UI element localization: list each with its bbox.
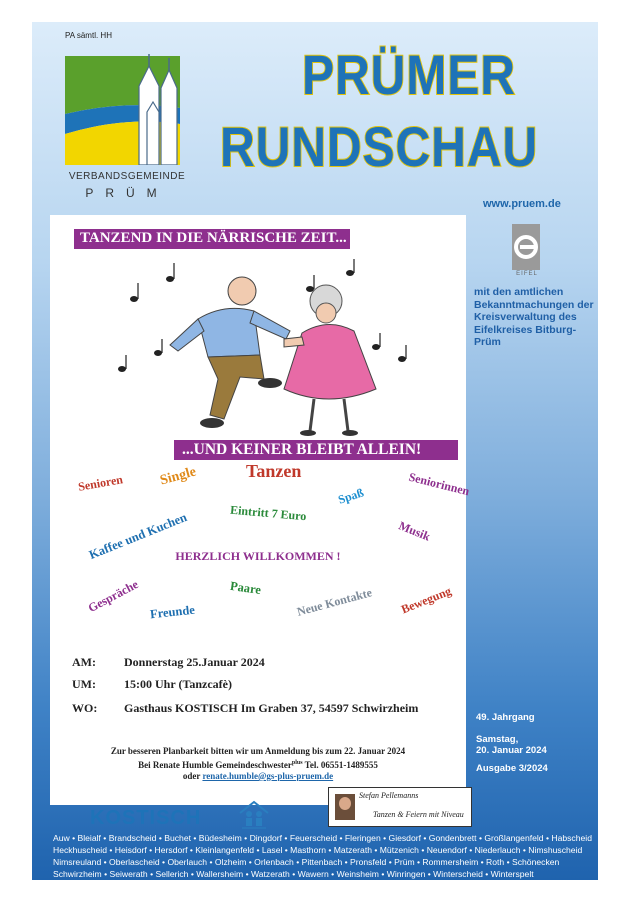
eifel-label: EIFEL [516,271,538,277]
word-kaffee: Kaffee und Kuchen [86,510,189,563]
word-seniorinnen: Seniorinnen [407,469,471,499]
logo-line-2: PRÜM [85,186,169,200]
issue-date-value: 20. Januar 2024 [476,745,547,756]
word-eintritt: Eintritt 7 Euro [229,502,307,524]
registration-line-1: Zur besseren Planbarkeit bitten wir um Anmeldung bis zum 22. Januar 2024 [110,746,406,756]
word-gespraeche: Gespräche [85,577,141,616]
masthead-title-line-2: RUNDSCHAU [220,115,539,178]
registration-or: oder [182,771,203,781]
issue-date [476,734,547,756]
verbandsgemeinde-logo [65,42,180,165]
banner-top: TANZEND IN DIE NÄRRISCHE ZEIT... [74,229,350,249]
official-notice: mit den amtlichen Bekanntmachungen der Kreisverwaltung des Eifelkreises Bitburg-Prüm [474,286,594,348]
detail-time-label: UM: [72,677,96,691]
word-bewegung: Bewegung [399,583,454,617]
detail-time-value: 15:00 Uhr (Tanzcafè) [124,677,232,691]
registration-sup: plus [291,759,303,766]
detail-date-label: AM: [72,655,96,669]
registration-line-3 [50,771,466,783]
detail-date [72,655,265,670]
sponsor-photo [335,794,355,820]
word-freunde: Freunde [149,602,196,622]
sponsor-tagline: Tanzen & Feiern mit Niveau [373,810,464,819]
detail-location-label: WO: [72,701,98,715]
word-paare: Paare [229,578,262,598]
event-flyer [50,215,471,829]
masthead-title-line-1: PRÜMER [302,43,516,106]
dancing-couple-illustration [114,259,414,439]
word-spass: Spaß [336,485,366,507]
detail-location-value: Gasthaus KOSTISCH Im Graben 37, 54597 Schwirzheim [124,701,419,715]
issue-date-weekday: Samstag, [476,734,519,745]
issue-number: Ausgabe 3/2024 [476,763,548,774]
sponsor-name: Stefan Pellemanns [359,791,419,800]
logo-line-1: VERBANDSGEMEINDE [68,171,186,182]
detail-time [72,677,232,692]
sponsor-box [328,787,472,827]
kostisch-logo: KOSTISCH [90,807,202,829]
towns-line: Heckhuscheid • Heisdorf • Hersdorf • Kleinlangenfeld • Lasel • Masthorn • Matzerath • Mützenich • Neuendorf • Niederlauch • Nimshuscheid [53,845,583,855]
word-senioren: Senioren [77,472,124,494]
registration-contact: Bei Renate Humble Gemeindeschwester [138,759,292,770]
welcome-text: HERZLICH WILLKOMMEN ! [175,549,341,563]
registration-line-2 [50,758,466,772]
website-link[interactable]: www.pruem.de [483,198,561,210]
towns-line: Schwirzheim • Seiwerath • Sellerich • Wallersheim • Watzerath • Wawern • Weinsheim • Winringen • Winterscheid • Winterspelt [53,869,534,879]
detail-date-value: Donnerstag 25.Januar 2024 [124,655,265,669]
word-tanzen: Tanzen [246,461,302,481]
volume-label: 49. Jahrgang [476,712,535,723]
towns-list [53,832,598,880]
house-people-icon [238,799,270,829]
registration-phone: Tel. 06551-1489555 [302,759,378,770]
detail-location [72,701,418,716]
registration-info [50,746,466,783]
towns-line: Nimsreuland • Oberlascheid • Oberlauch • Olzheim • Orlenbach • Pittenbach • Pronsfeld • Prüm • Rommersheim • Roth • Schönecken [53,857,560,867]
word-musik: Musik [396,518,433,544]
eifel-logo-icon [512,224,540,270]
towns-line: Auw • Bleialf • Brandscheid • Buchet • Büdesheim • Dingdorf • Feuerscheid • Fleringen • Giesdorf • Gondenbrett • Großlangenfeld • Habscheid [53,833,592,843]
banner-bottom: ...UND KEINER BLEIBT ALLEIN! [174,440,458,460]
registration-email-link[interactable]: renate.humble@gs-plus-pruem.de [202,771,334,781]
word-neue-kontakte: Neue Kontakte [295,585,374,619]
newspaper-cover [32,22,598,880]
word-single: Single [158,464,198,489]
pa-label: PA sämtl. HH [65,31,112,40]
